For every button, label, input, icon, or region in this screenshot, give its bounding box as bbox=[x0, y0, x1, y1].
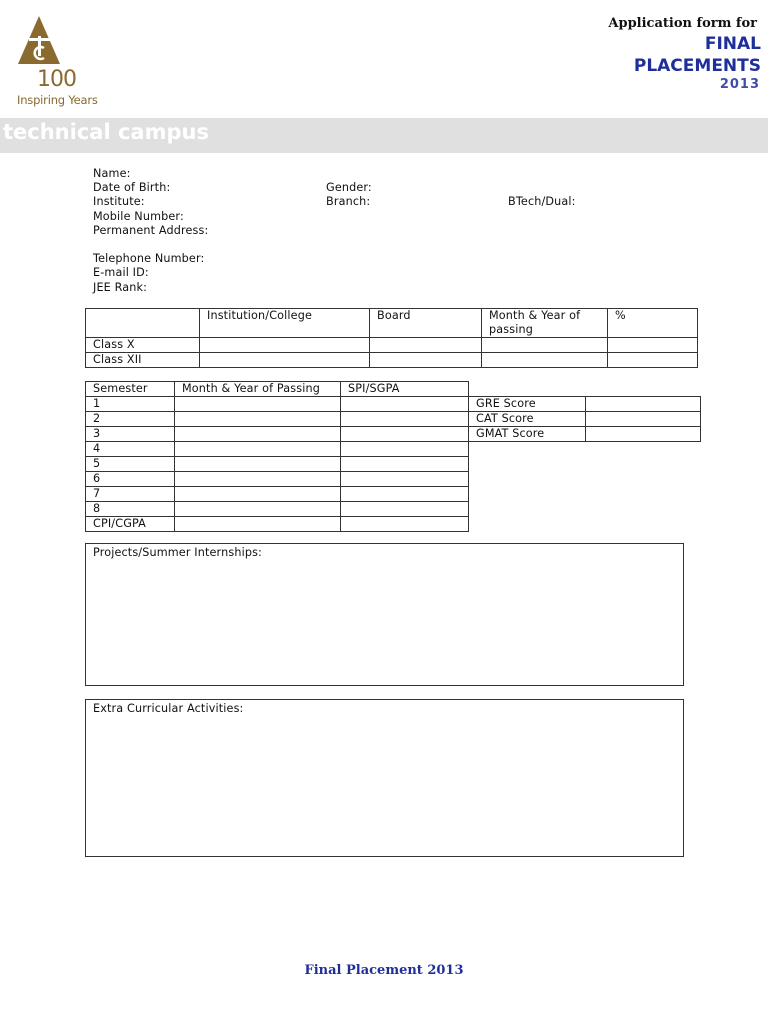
table-row bbox=[86, 472, 469, 487]
email-label: E-mail ID: bbox=[93, 266, 149, 279]
table-header-cell: Month & Year of passing bbox=[482, 309, 608, 338]
banner-text: technical campus bbox=[3, 120, 209, 144]
projects-label: Projects/Summer Internships: bbox=[93, 546, 262, 559]
table-row bbox=[86, 487, 469, 502]
table-cell: 6 bbox=[86, 472, 175, 487]
table-row bbox=[86, 457, 469, 472]
table-cell[interactable] bbox=[175, 427, 341, 442]
address-label: Permanent Address: bbox=[93, 224, 209, 237]
table-cell[interactable] bbox=[586, 397, 701, 412]
table-cell[interactable] bbox=[608, 353, 698, 368]
table-cell: 5 bbox=[86, 457, 175, 472]
education-table bbox=[85, 308, 698, 368]
table-row bbox=[86, 502, 469, 517]
extracurricular-label: Extra Curricular Activities: bbox=[93, 702, 244, 715]
table-row bbox=[469, 397, 701, 412]
table-cell: 3 bbox=[86, 427, 175, 442]
table-cell: 1 bbox=[86, 397, 175, 412]
table-cell[interactable] bbox=[175, 442, 341, 457]
table-row bbox=[469, 427, 701, 442]
page-title: FINAL PLACEMENTS bbox=[633, 34, 761, 76]
table-header-cell: Board bbox=[370, 309, 482, 338]
table-row bbox=[86, 338, 698, 353]
logo-tagline: Inspiring Years bbox=[17, 93, 98, 107]
table-cell[interactable] bbox=[482, 353, 608, 368]
logo-number: 100 bbox=[37, 67, 76, 92]
test-score-table bbox=[468, 396, 701, 442]
table-cell[interactable] bbox=[482, 338, 608, 353]
projects-box[interactable] bbox=[85, 543, 684, 686]
table-row bbox=[86, 427, 469, 442]
table-cell: 7 bbox=[86, 487, 175, 502]
table-cell: GRE Score bbox=[469, 397, 586, 412]
table-cell[interactable] bbox=[370, 353, 482, 368]
table-cell[interactable] bbox=[341, 457, 469, 472]
semester-table bbox=[85, 381, 469, 532]
table-cell: GMAT Score bbox=[469, 427, 586, 442]
table-header-cell bbox=[86, 309, 200, 338]
table-header-cell: SPI/SGPA bbox=[341, 382, 469, 397]
gender-label: Gender: bbox=[326, 181, 372, 194]
table-cell: 4 bbox=[86, 442, 175, 457]
table-header-row bbox=[86, 382, 469, 397]
table-cell[interactable] bbox=[341, 412, 469, 427]
name-label: Name: bbox=[93, 167, 131, 180]
table-row bbox=[86, 442, 469, 457]
branch-label: Branch: bbox=[326, 195, 371, 208]
table-cell: 8 bbox=[86, 502, 175, 517]
table-cell[interactable] bbox=[586, 412, 701, 427]
table-cell: Class XII bbox=[86, 353, 200, 368]
table-header-cell: Semester bbox=[86, 382, 175, 397]
table-cell[interactable] bbox=[175, 457, 341, 472]
jee-label: JEE Rank: bbox=[93, 281, 148, 294]
table-cell[interactable] bbox=[608, 338, 698, 353]
institute-label: Institute: bbox=[93, 195, 145, 208]
table-cell[interactable] bbox=[200, 353, 370, 368]
btech-label: BTech/Dual: bbox=[508, 195, 576, 208]
table-cell[interactable] bbox=[370, 338, 482, 353]
table-row bbox=[86, 412, 469, 427]
footer-text: Final Placement 2013 bbox=[304, 963, 464, 978]
table-cell[interactable] bbox=[175, 502, 341, 517]
table-cell[interactable] bbox=[341, 502, 469, 517]
table-cell[interactable] bbox=[175, 397, 341, 412]
mobile-label: Mobile Number: bbox=[93, 210, 184, 223]
table-header-cell: Month & Year of Passing bbox=[175, 382, 341, 397]
table-cell[interactable] bbox=[341, 442, 469, 457]
table-cell: 2 bbox=[86, 412, 175, 427]
table-cell[interactable] bbox=[341, 517, 469, 532]
table-row bbox=[469, 412, 701, 427]
table-row bbox=[86, 397, 469, 412]
table-row bbox=[86, 517, 469, 532]
header-year: 2013 bbox=[719, 77, 760, 92]
telephone-label: Telephone Number: bbox=[93, 252, 205, 265]
table-header-row bbox=[86, 309, 698, 338]
dob-label: Date of Birth: bbox=[93, 181, 171, 194]
table-cell[interactable] bbox=[341, 397, 469, 412]
table-cell: CPI/CGPA bbox=[86, 517, 175, 532]
table-cell[interactable] bbox=[586, 427, 701, 442]
table-header-cell: % bbox=[608, 309, 698, 338]
application-for-text: Application form for bbox=[608, 16, 757, 31]
table-cell: Class X bbox=[86, 338, 200, 353]
table-cell[interactable] bbox=[175, 487, 341, 502]
table-cell[interactable] bbox=[175, 412, 341, 427]
table-cell[interactable] bbox=[341, 487, 469, 502]
table-cell: CAT Score bbox=[469, 412, 586, 427]
table-cell[interactable] bbox=[341, 472, 469, 487]
table-header-cell: Institution/College bbox=[200, 309, 370, 338]
table-cell[interactable] bbox=[341, 427, 469, 442]
table-row bbox=[86, 353, 698, 368]
extracurricular-box[interactable] bbox=[85, 699, 684, 857]
table-cell[interactable] bbox=[200, 338, 370, 353]
table-cell[interactable] bbox=[175, 517, 341, 532]
table-cell[interactable] bbox=[175, 472, 341, 487]
